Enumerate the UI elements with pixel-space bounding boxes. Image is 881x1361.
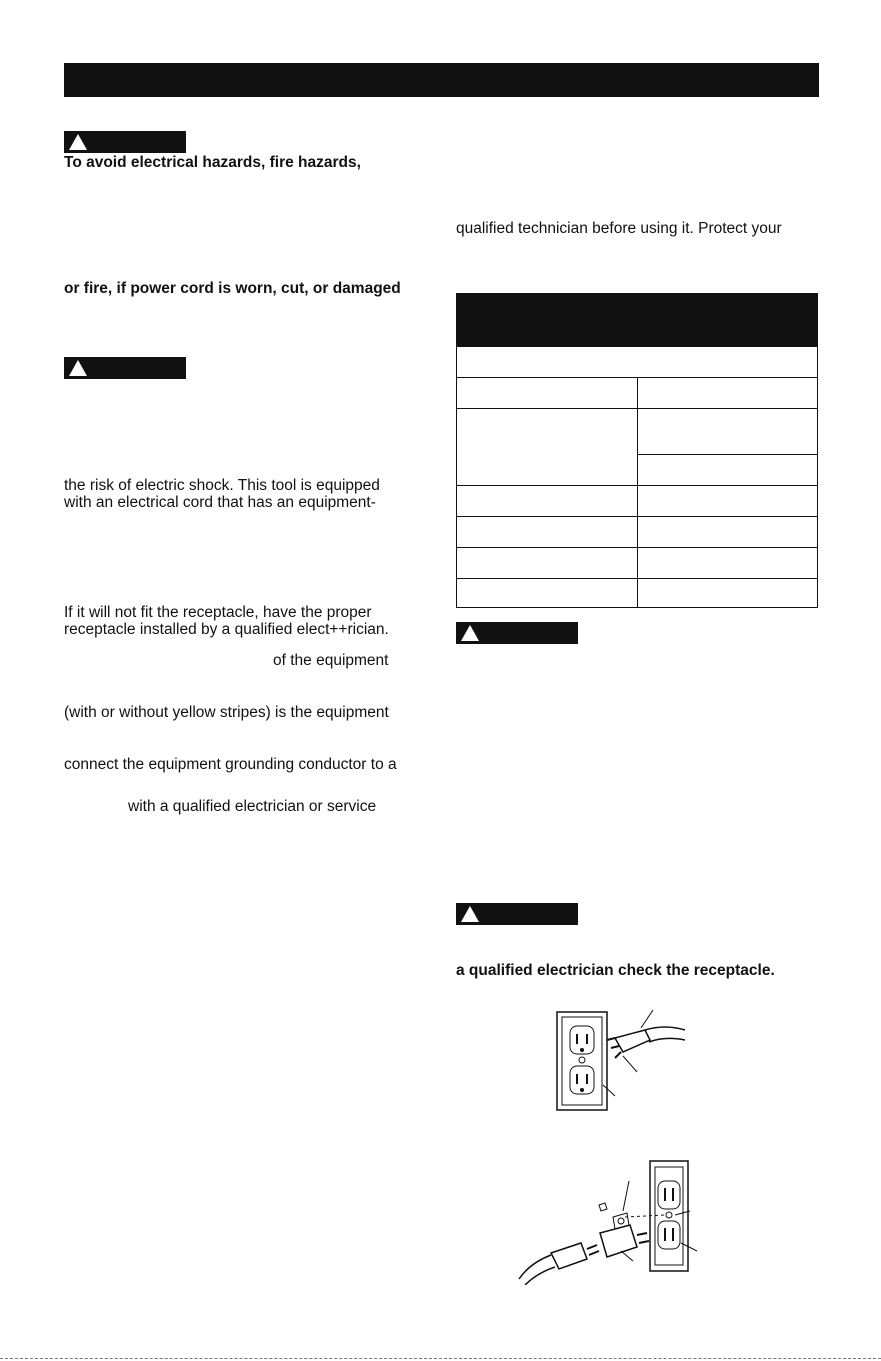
table-cell (457, 378, 638, 408)
grounding-adapter-figure (515, 1155, 705, 1285)
table-row (456, 517, 818, 548)
section-header-bar (64, 63, 819, 97)
warning-text: a qualified electrician check the receptacle. (456, 962, 775, 979)
table-cell (457, 517, 638, 547)
table-cell (457, 409, 638, 485)
table-row (456, 486, 818, 517)
warning-triangle-icon (68, 133, 88, 151)
page-bottom-divider (0, 1358, 881, 1359)
warning-triangle-icon (68, 359, 88, 377)
warning-text: or fire, if power cord is worn, cut, or damaged (64, 280, 401, 297)
table-row (456, 378, 818, 409)
warning-badge (456, 903, 578, 925)
body-text: If it will not fit the receptacle, have the proper (64, 604, 372, 621)
grounded-plug-figure (545, 1000, 695, 1115)
body-text: the risk of electric shock. This tool is equipped (64, 477, 380, 494)
table-row (456, 347, 818, 378)
table-cell (457, 579, 638, 607)
warning-triangle-icon (460, 905, 480, 923)
table-cell (457, 548, 638, 578)
warning-badge (64, 357, 186, 379)
table-cell-divider (638, 454, 817, 455)
warning-badge (456, 622, 578, 644)
table-row (456, 548, 818, 579)
table-row (456, 579, 818, 608)
body-text: with a qualified electrician or service (128, 798, 377, 815)
body-text: of the equipment (273, 652, 389, 669)
table-header (456, 293, 818, 347)
extension-cord-table (456, 293, 818, 347)
body-text: connect the equipment grounding conductor to a (64, 756, 397, 773)
body-text: qualified technician before using it. Protect your (456, 220, 782, 237)
warning-triangle-icon (460, 624, 480, 642)
table-row (456, 409, 818, 486)
warning-badge (64, 131, 186, 153)
body-text: with an electrical cord that has an equipment- (64, 494, 376, 511)
body-text: receptacle installed by a qualified elect++rician. (64, 621, 389, 638)
warning-lead-text: To avoid electrical hazards, fire hazards, (64, 154, 361, 171)
body-text: (with or without yellow stripes) is the equipment (64, 704, 389, 721)
table-cell (457, 486, 638, 516)
